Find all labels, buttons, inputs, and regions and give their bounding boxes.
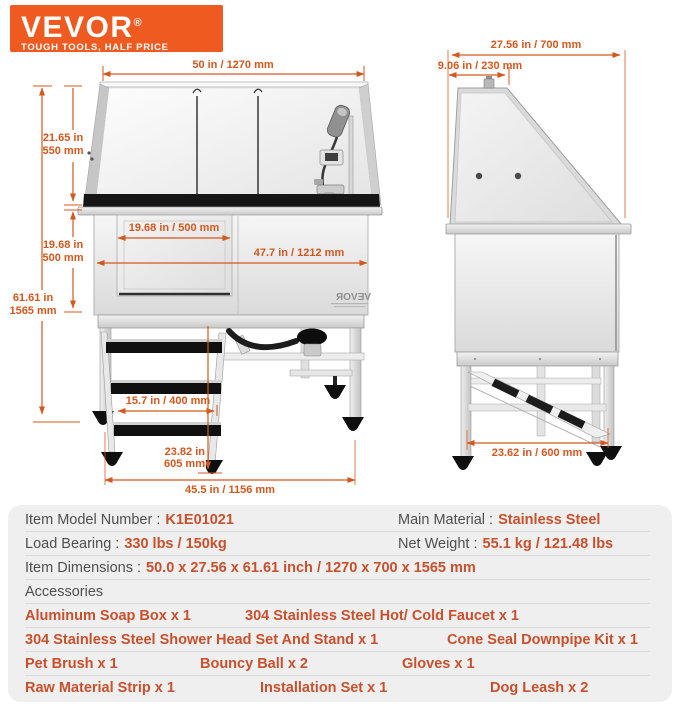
faucet-body: [317, 185, 344, 194]
spec-table: [8, 505, 672, 702]
dim-body-height-in-label: 19.68 in: [42, 239, 84, 251]
side-back-panel: [450, 76, 622, 225]
spec-cell: [398, 512, 600, 528]
spec-row-accessories-heading: [8, 580, 672, 604]
spec-value: 50.0 x 27.56 x 61.61 inch / 1270 x 700 x 1565 mm: [146, 560, 476, 576]
accessory-item: Raw Material Strip x 1: [25, 680, 175, 696]
dim-total-height-in-label: 61.61 in: [12, 292, 54, 304]
accessory-row: [8, 676, 672, 700]
dim-stand-height-in-label: 23.82 in: [164, 446, 205, 458]
spec-label: Item Model Number :: [25, 512, 161, 528]
tub-interior-edge: [83, 194, 380, 207]
dim-body-height-mm-label: 500 mm: [42, 252, 84, 264]
cross-beam: [290, 370, 352, 376]
front-view: [78, 82, 382, 474]
brand-tagline: TOUGH TOOLS, HALF PRICE: [21, 42, 169, 53]
brand-text: VEVOR: [21, 11, 134, 44]
dim-top-width-label: 50 in / 1270 mm: [192, 59, 274, 71]
dim-total-height-mm-label: 1565 mm: [9, 305, 57, 317]
vevor-logo: [10, 5, 223, 52]
spec-label: Item Dimensions :: [25, 560, 142, 576]
side-tub-body: [455, 234, 619, 352]
spec-value: 55.1 kg / 121.48 lbs: [482, 536, 614, 552]
tub-rim: [78, 207, 382, 215]
spec-row-dimensions: [8, 556, 672, 580]
dim-door-width-label: 19.68 in / 500 mm: [128, 222, 220, 234]
registered-mark-icon: ®: [133, 17, 142, 29]
accessory-item: Installation Set x 1: [260, 680, 388, 696]
spec-cell: [25, 584, 103, 600]
spec-row-model-material: [8, 508, 672, 532]
dim-back-height-mm-label: 550 mm: [42, 145, 84, 157]
dim-step-width-label: 15.7 in / 400 mm: [125, 395, 211, 407]
dim-top-depth-label: 9.06 in / 230 mm: [437, 60, 523, 72]
mirrored-brand-watermark: VEVOR: [335, 292, 371, 303]
foot-pad: [586, 452, 608, 466]
stand-leg: [461, 366, 471, 458]
foot-pad: [101, 452, 123, 466]
foot-pad: [342, 417, 364, 431]
spec-cell: [25, 512, 398, 528]
cross-beam: [222, 353, 364, 360]
accessory-item: Gloves x 1: [402, 656, 475, 672]
spec-label: Net Weight :: [398, 536, 478, 552]
dim-stand-height-mm-label: 605 mm: [164, 458, 205, 470]
step-tread: [114, 422, 221, 436]
foot-pad: [452, 456, 474, 470]
spec-label: Main Material :: [398, 512, 494, 528]
brand-name: [21, 9, 223, 42]
step-tread: [106, 339, 222, 353]
spec-value: 330 lbs / 150kg: [124, 536, 227, 552]
accessory-row: [8, 652, 672, 676]
spec-value: K1E01021: [165, 512, 234, 528]
faucet-handle: [314, 179, 323, 185]
accessory-item: Dog Leash x 2: [490, 680, 589, 696]
step-tread: [111, 380, 221, 394]
accessory-item: Aluminum Soap Box x 1: [25, 608, 191, 624]
spec-cell: [25, 536, 398, 552]
dim-back-height-in-label: 21.65 in: [42, 132, 84, 144]
dim-base-width-label: 45.5 in / 1156 mm: [185, 484, 275, 496]
dim-depth-label: 27.56 in / 700 mm: [490, 39, 582, 51]
drain-pipe-icon: [229, 329, 327, 357]
accessories-heading: Accessories: [25, 584, 104, 600]
accessory-item: 304 Stainless Steel Shower Head Set And Stand x 1: [25, 632, 379, 648]
foot-pad: [324, 385, 346, 399]
panel-knob: [484, 79, 494, 88]
dim-tub-width-label: 47.7 in / 1212 mm: [253, 247, 345, 259]
accessory-item: Pet Brush x 1: [25, 656, 118, 672]
spec-cell: [25, 560, 476, 576]
spec-row-load-weight: [8, 532, 672, 556]
side-view: [446, 76, 631, 470]
accessory-row: [8, 628, 672, 652]
accessory-row: [8, 604, 672, 628]
dim-base-depth-label: 23.62 in / 600 mm: [491, 447, 583, 459]
accessory-item: Bouncy Ball x 2: [200, 656, 308, 672]
spec-value: Stainless Steel: [498, 512, 601, 528]
accessory-item: 304 Stainless Steel Hot/ Cold Faucet x 1: [245, 608, 519, 624]
side-tub-rim: [446, 224, 631, 234]
spec-cell: [398, 536, 613, 552]
accessory-item: Cone Seal Downpipe Kit x 1: [447, 632, 638, 648]
spec-label: Load Bearing :: [25, 536, 120, 552]
